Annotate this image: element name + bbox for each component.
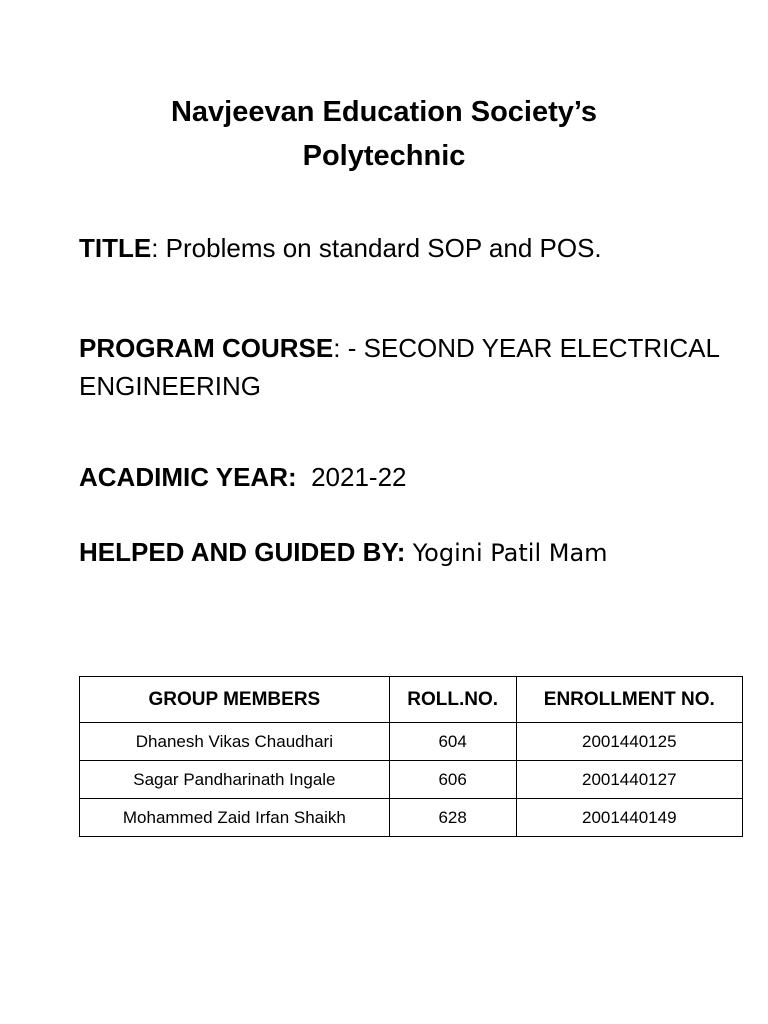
- roll-no: 604: [389, 723, 516, 761]
- program-course-field: [79, 329, 719, 405]
- guide-field: [79, 533, 719, 572]
- institution-header: [0, 90, 768, 178]
- program-course-label: PROGRAM COURSE: [79, 333, 334, 363]
- header-roll-no: ROLL.NO.: [389, 677, 516, 723]
- header-group-members: GROUP MEMBERS: [80, 677, 390, 723]
- program-course-value: : - SECOND YEAR ELECTRICAL ENGINEERING: [79, 333, 720, 401]
- academic-year-field: [79, 458, 719, 496]
- table-header-row: [80, 677, 743, 723]
- title-value: : Problems on standard SOP and POS.: [151, 233, 602, 263]
- guide-label: HELPED AND GUIDED BY:: [79, 537, 406, 567]
- member-name: Mohammed Zaid Irfan Shaikh: [80, 799, 390, 837]
- enrollment-no: 2001440127: [516, 761, 742, 799]
- table-row: [80, 723, 743, 761]
- title-label: TITLE: [79, 233, 152, 263]
- table-row: [80, 799, 743, 837]
- enrollment-no: 2001440125: [516, 723, 742, 761]
- member-name: Sagar Pandharinath Ingale: [80, 761, 390, 799]
- roll-no: 606: [389, 761, 516, 799]
- institution-type: Polytechnic: [302, 140, 466, 172]
- guide-value: Yogini Patil Mam: [412, 539, 608, 567]
- enrollment-no: 2001440149: [516, 799, 742, 837]
- title-field: [79, 229, 719, 267]
- roll-no: 628: [389, 799, 516, 837]
- academic-year-label: ACADIMIC YEAR:: [79, 462, 297, 492]
- institution-name: Navjeevan Education Society’s: [170, 96, 598, 128]
- member-name: Dhanesh Vikas Chaudhari: [80, 723, 390, 761]
- header-enrollment-no: ENROLLMENT NO.: [516, 677, 742, 723]
- group-members-table: [79, 676, 743, 837]
- table-row: [80, 761, 743, 799]
- academic-year-value: 2021-22: [311, 462, 407, 492]
